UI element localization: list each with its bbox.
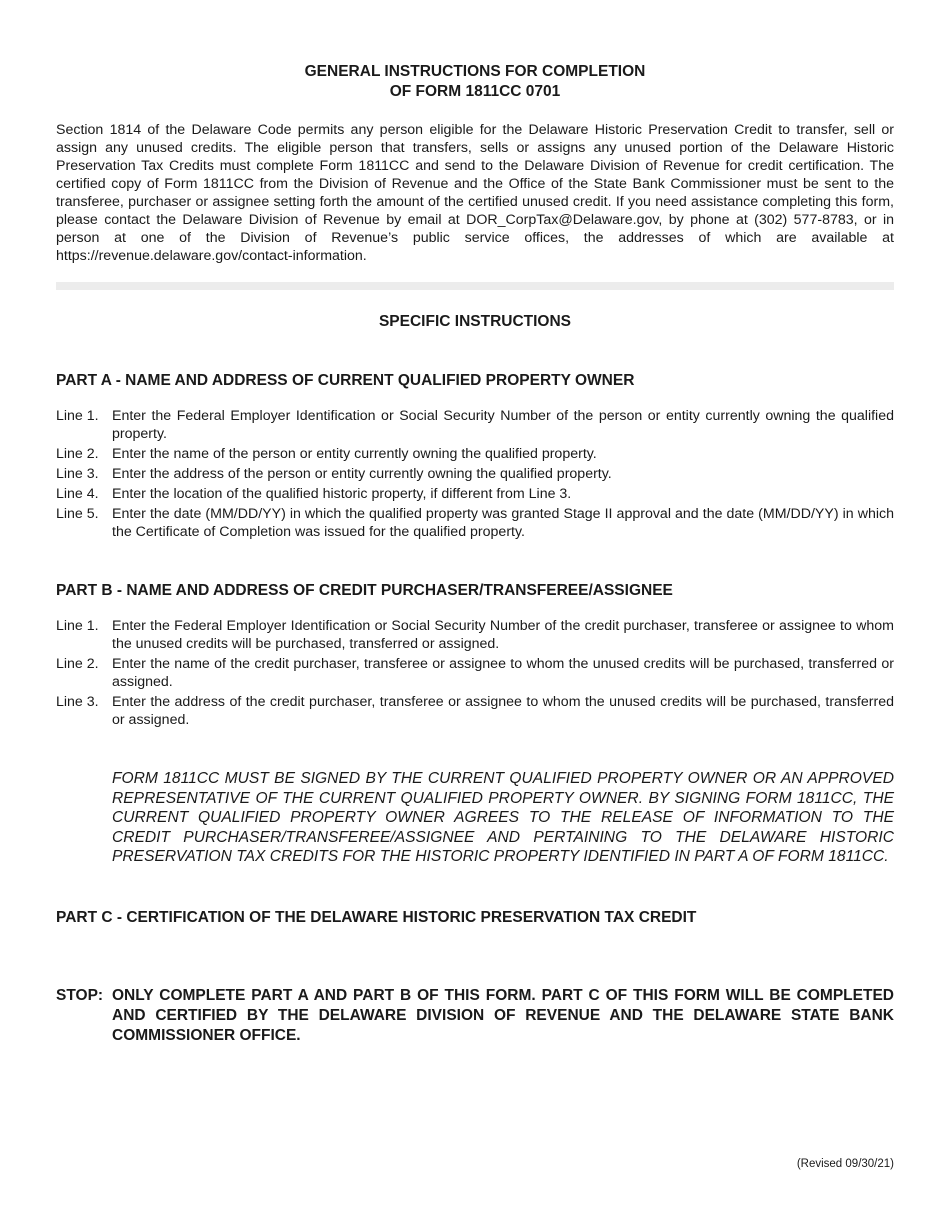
line-text: Enter the date (MM/DD/YY) in which the qualified property was granted Stage II approval and the date (MM/DD/YY) in which the Certificate of Completion was issued for the qualified property. bbox=[112, 506, 894, 540]
line-text: Enter the address of the person or entity currently owning the qualified property. bbox=[112, 466, 612, 482]
line-text: Enter the Federal Employer Identification or Social Security Number of the credit purchaser, transferee or assignee to whom the unused credits will be purchased, transferred or assigned. bbox=[112, 618, 894, 652]
line-label: Line 2. bbox=[56, 446, 99, 462]
line-label: Line 4. bbox=[56, 486, 99, 502]
part-a-lines bbox=[56, 407, 894, 541]
part-a-line bbox=[56, 465, 894, 483]
line-text: Enter the address of the credit purchaser, transferee or assignee to whom the unused credits will be purchased, transferred or assigned. bbox=[112, 694, 894, 728]
specific-instructions-heading: SPECIFIC INSTRUCTIONS bbox=[378, 313, 572, 330]
stop-label: STOP: bbox=[56, 986, 104, 1004]
stop-text: ONLY COMPLETE PART A AND PART B OF THIS FORM. PART C OF THIS FORM WILL BE COMPLETED AND CERTIFIED BY THE DELAWARE DIVISION OF REVENUE AND THE DELAWARE STATE BANK COMMISSIONER OFFICE. bbox=[112, 986, 894, 1044]
part-a-line bbox=[56, 485, 894, 503]
line-label: Line 1. bbox=[56, 408, 99, 424]
line-label: Line 3. bbox=[56, 694, 99, 710]
signature-notice: FORM 1811CC MUST BE SIGNED BY THE CURRENT QUALIFIED PROPERTY OWNER OR AN APPROVED REPRESENTATIVE OF THE CURRENT QUALIFIED PROPERTY OWNER. BY SIGNING FORM 1811CC, THE CURRENT QUALIFIED PROPERTY OWNER AGREES TO THE RELEASE OF INFORMATION TO THE CREDIT PURCHASER/TRANSFEREE/ASSIGNEE AND PERTAINING TO THE DELAWARE HISTORIC PRESERVATION TAX CREDITS FOR THE HISTORIC PROPERTY IDENTIFIED IN PART A OF FORM 1811CC. bbox=[112, 770, 894, 865]
line-text: Enter the Federal Employer Identification or Social Security Number of the person or entity currently owning the qualified property. bbox=[112, 408, 894, 442]
title-line-2: OF FORM 1811CC 0701 bbox=[389, 83, 561, 100]
line-label: Line 3. bbox=[56, 466, 99, 482]
part-b-lines bbox=[56, 617, 894, 729]
line-text: Enter the location of the qualified historic property, if different from Line 3. bbox=[112, 486, 572, 502]
line-label: Line 2. bbox=[56, 656, 99, 672]
intro-paragraph: Section 1814 of the Delaware Code permits any person eligible for the Delaware Historic Preservation Credit to transfer, sell or assign any unused credits. The eligible person that transfers, sells or assigns any unused portion of the Delaware Historic Preservation Tax Credits must complete Form 1811CC and send to the Delaware Division of Revenue for credit certification. The certified copy of Form 1811CC from the Division of Revenue and the Office of the State Bank Commissioner must be sent to the transferee, purchaser or assignee setting forth the amount of the certified unused credit. If you need assistance completing this form, please contact the Delaware Division of Revenue by email at DOR_CorpTax@Delaware.gov, by phone at (302) 577-8783, or in person at one of the Division of Revenue’s public service offices, the addresses of which are available at https://revenue.delaware.gov/contact-information. bbox=[56, 122, 894, 264]
revision-date: (Revised 09/30/21) bbox=[796, 1158, 894, 1170]
section-divider bbox=[56, 282, 894, 290]
part-a-line bbox=[56, 407, 894, 443]
line-text: Enter the name of the credit purchaser, transferee or assignee to whom the unused credits will be purchased, transferred or assigned. bbox=[112, 656, 894, 690]
instructions-page bbox=[56, 62, 894, 1046]
stop-notice bbox=[56, 986, 894, 1046]
part-b-line bbox=[56, 693, 894, 729]
line-text: Enter the name of the person or entity currently owning the qualified property. bbox=[112, 446, 597, 462]
document-title bbox=[56, 62, 894, 102]
line-label: Line 1. bbox=[56, 618, 99, 634]
line-label: Line 5. bbox=[56, 506, 99, 522]
part-c-heading: PART C - CERTIFICATION OF THE DELAWARE HISTORIC PRESERVATION TAX CREDIT bbox=[56, 908, 697, 926]
part-b-line bbox=[56, 617, 894, 653]
part-b-line bbox=[56, 655, 894, 691]
part-b-heading: PART B - NAME AND ADDRESS OF CREDIT PURCHASER/TRANSFEREE/ASSIGNEE bbox=[56, 582, 673, 599]
part-a-heading: PART A - NAME AND ADDRESS OF CURRENT QUALIFIED PROPERTY OWNER bbox=[56, 372, 635, 389]
title-line-1: GENERAL INSTRUCTIONS FOR COMPLETION bbox=[304, 63, 646, 80]
part-a-line bbox=[56, 505, 894, 541]
part-a-line bbox=[56, 445, 894, 463]
